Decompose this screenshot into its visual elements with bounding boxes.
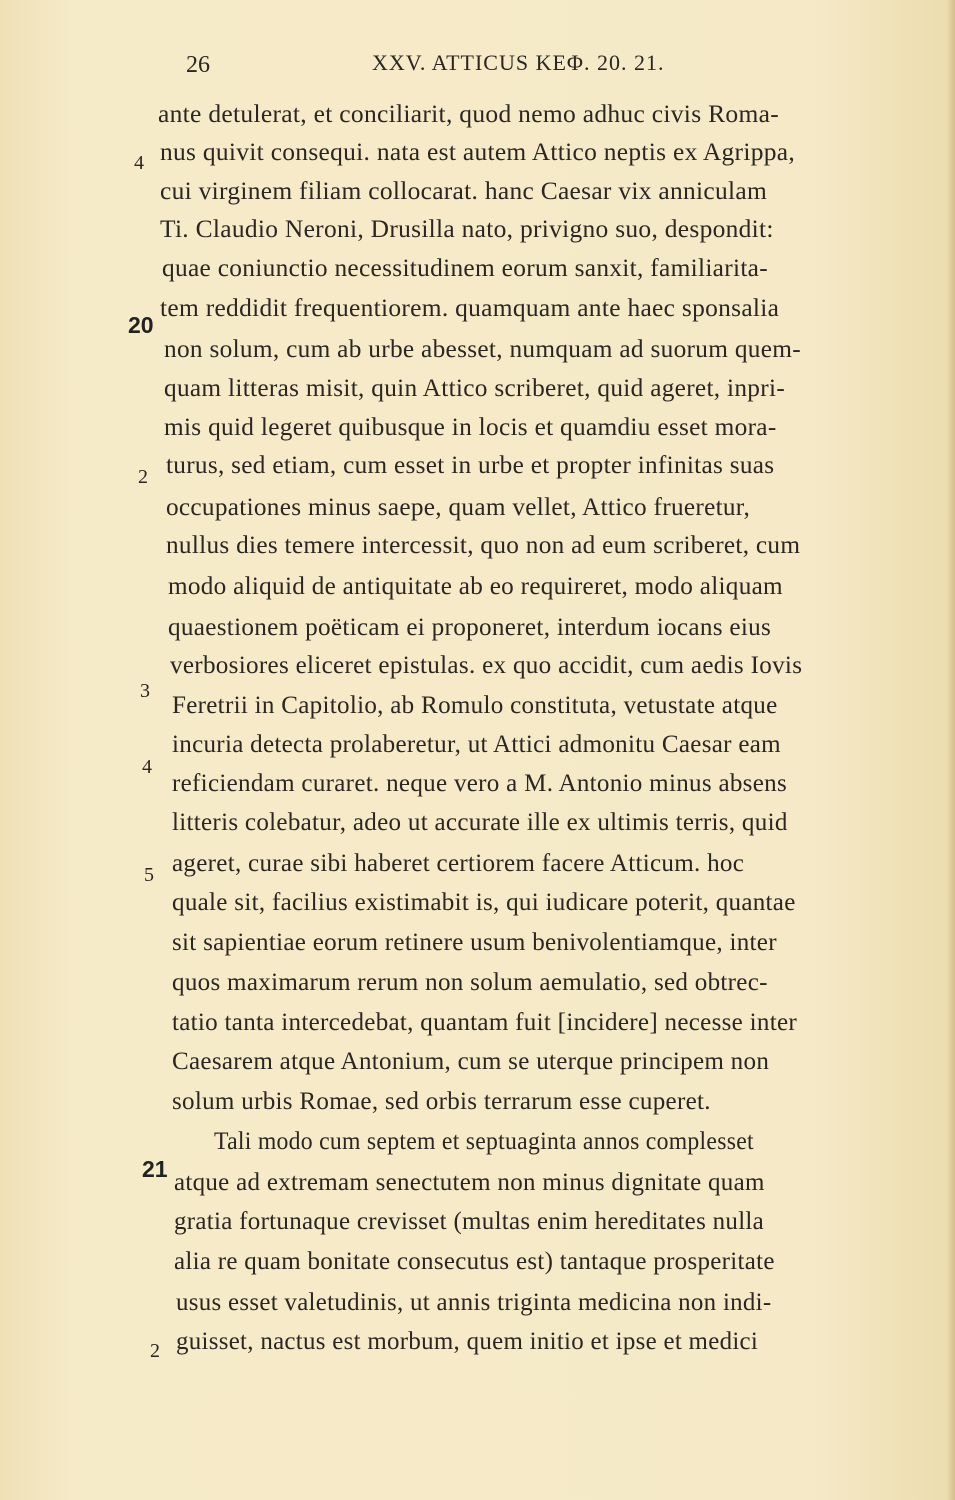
text-line: quaestionem poëticam ei proponeret, interdum iocans eius <box>168 612 772 641</box>
text-line: Tali modo cum septem et septuaginta annos complesset <box>214 1126 754 1155</box>
text-line: ante detulerat, et conciliarit, quod nemo adhuc civis Roma- <box>158 99 779 128</box>
text-line: guisset, nactus est morbum, quem initio et ipse et medici <box>176 1326 759 1355</box>
margin-line-number: 5 <box>144 864 154 886</box>
text-line: litteris colebatur, adeo ut accurate ille ex ultimis terris, quid <box>172 807 788 836</box>
text-line: quae coniunctio necessitudinem eorum sanxit, familiarita- <box>162 253 768 282</box>
text-line: mis quid legeret quibusque in locis et quamdiu esset mora- <box>164 412 777 441</box>
chapter-number-20: 20 <box>128 312 154 338</box>
margin-line-number: 2 <box>138 466 148 488</box>
text-line: gratia fortunaque crevisset (multas enim hereditates nulla <box>174 1206 765 1235</box>
text-line: non solum, cum ab urbe abesset, numquam ad suorum quem- <box>164 334 801 363</box>
text-line: Feretrii in Capitolio, ab Romulo constituta, vetustate atque <box>172 690 778 719</box>
text-line: usus esset valetudinis, ut annis triginta medicina non indi- <box>176 1287 772 1316</box>
text-line: atque ad extremam senectutem non minus dignitate quam <box>174 1167 765 1196</box>
text-line: turus, sed etiam, cum esset in urbe et propter infinitas suas <box>166 450 775 479</box>
page-number: 26 <box>186 52 210 78</box>
text-line: Ti. Claudio Neroni, Drusilla nato, privigno suo, despondit: <box>160 214 774 243</box>
margin-line-number: 4 <box>142 756 152 778</box>
page-edge-shadow <box>947 0 955 1500</box>
text-line: solum urbis Romae, sed orbis terrarum esse cuperet. <box>172 1086 711 1115</box>
text-line: alia re quam bonitate consecutus est) tantaque prosperitate <box>174 1246 775 1275</box>
margin-line-number: 3 <box>140 680 150 702</box>
margin-line-number: 4 <box>134 152 144 174</box>
text-line: nus quivit consequi. nata est autem Attico neptis ex Agrippa, <box>160 137 795 166</box>
text-line: reficiendam curaret. neque vero a M. Antonio minus absens <box>172 768 787 797</box>
text-line: tem reddidit frequentiorem. quamquam ante haec sponsalia <box>160 293 780 322</box>
text-line: quos maximarum rerum non solum aemulatio, sed obtrec- <box>172 967 768 996</box>
text-line: Caesarem atque Antonium, cum se uterque principem non <box>172 1046 770 1075</box>
text-line: verbosiores eliceret epistulas. ex quo accidit, cum aedis Iovis <box>170 650 803 679</box>
page-header <box>186 46 746 82</box>
running-head: XXV. ATTICUS ΚΕΦ. 20. 21. <box>372 50 665 75</box>
margin-line-number: 2 <box>150 1340 160 1362</box>
text-line: nullus dies temere intercessit, quo non ad eum scriberet, cum <box>166 530 801 559</box>
text-line: quam litteras misit, quin Attico scriberet, quid ageret, inpri- <box>164 373 786 402</box>
text-line: modo aliquid de antiquitate ab eo requireret, modo aliquam <box>168 571 783 600</box>
text-line: tatio tanta intercedebat, quantam fuit [incidere] necesse inter <box>172 1007 798 1036</box>
text-line: quale sit, facilius existimabit is, qui iudicare poterit, quantae <box>172 887 796 916</box>
text-line: ageret, curae sibi haberet certiorem facere Atticum. hoc <box>172 848 745 877</box>
text-line: occupationes minus saepe, quam vellet, Attico frueretur, <box>166 492 751 521</box>
chapter-number-21: 21 <box>142 1156 168 1182</box>
text-line: cui virginem filiam collocarat. hanc Caesar vix anniculam <box>160 176 768 205</box>
text-line: sit sapientiae eorum retinere usum benivolentiamque, inter <box>172 927 777 956</box>
text-line: incuria detecta prolaberetur, ut Attici admonitu Caesar eam <box>172 729 781 758</box>
